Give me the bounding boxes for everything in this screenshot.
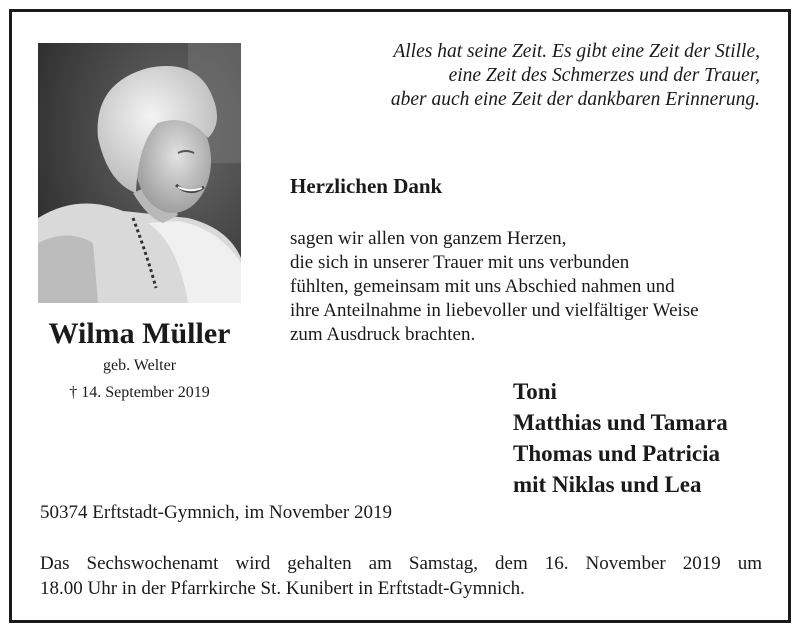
quote-line: eine Zeit des Schmerzes und der Trauer, xyxy=(448,65,760,86)
thanks-line: ihre Anteilnahme in liebevoller und vielfältiger Weise xyxy=(290,300,699,321)
thanks-line: sagen wir allen von ganzem Herzen, xyxy=(290,228,567,249)
family-name-line: Thomas und Patricia xyxy=(513,441,721,466)
thanks-line: fühlten, gemeinsam mit uns Abschied nahmen und xyxy=(290,276,675,297)
place-date: 50374 Erftstadt-Gymnich, im November 2019 xyxy=(40,502,392,523)
thanks-heading: Herzlichen Dank xyxy=(290,174,443,198)
portrait-image xyxy=(38,43,241,303)
family-names xyxy=(513,376,728,500)
family-name-line: Toni xyxy=(513,379,557,404)
thanks-line: die sich in unserer Trauer mit uns verbunden xyxy=(290,252,630,273)
quote-block xyxy=(340,40,760,112)
death-date: † 14. September 2019 xyxy=(69,384,210,401)
portrait-photo xyxy=(38,43,241,303)
notice-line: Das Sechswochenamt wird gehalten am Samstag, dem 16. November 2019 um xyxy=(40,553,762,574)
thanks-line: zum Ausdruck brachten. xyxy=(290,324,476,345)
deceased-name: Wilma Müller xyxy=(48,317,231,350)
quote-line: aber auch eine Zeit der dankbaren Erinnerung. xyxy=(390,89,760,110)
thanks-text xyxy=(290,227,770,347)
family-name-line: Matthias und Tamara xyxy=(513,410,728,435)
quote-line: Alles hat seine Zeit. Es gibt eine Zeit der Stille, xyxy=(393,41,760,62)
notice-line: 18.00 Uhr in der Pfarrkirche St. Kunibert in Erftstadt-Gymnich. xyxy=(40,578,525,599)
family-name-line: mit Niklas und Lea xyxy=(513,472,702,497)
maiden-name: geb. Welter xyxy=(102,357,177,374)
memorial-mass-notice xyxy=(40,551,762,601)
